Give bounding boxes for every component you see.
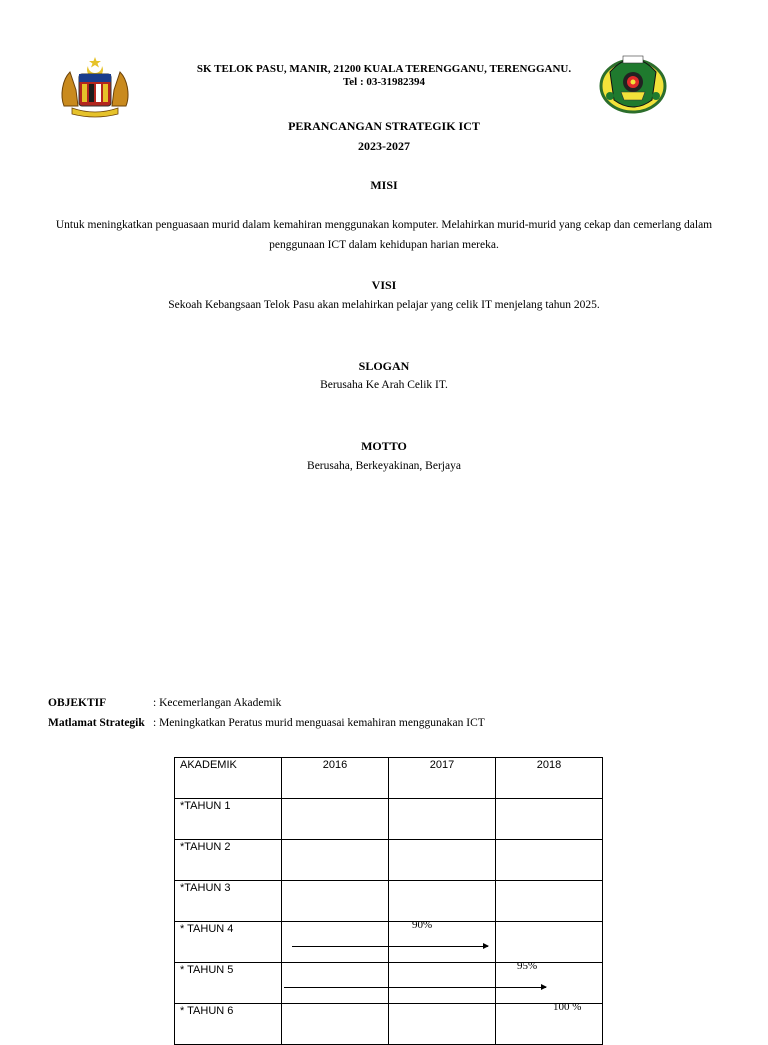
table-row (175, 799, 603, 840)
school-crest-logo (596, 50, 670, 120)
misi-text-line1: Untuk meningkatkan penguasaan murid dalam kemahiran menggunakan komputer. Melahirkan murid-murid yang cekap dan cemerlang dalam (55, 219, 713, 231)
misi-heading: MISI (370, 178, 398, 192)
objektif-label: OBJEKTIF (48, 697, 107, 709)
row-label-tahun2: *TAHUN 2 (180, 841, 231, 853)
table-row (175, 840, 603, 881)
document-title: PERANCANGAN STRATEGIK ICT (288, 119, 480, 133)
table-cell (389, 1004, 496, 1045)
target-table (174, 757, 603, 1045)
visi-heading: VISI (371, 278, 397, 292)
table-cell (389, 922, 496, 963)
table-cell (282, 881, 389, 922)
table-cell (282, 1004, 389, 1045)
row-label-tahun4: * TAHUN 4 (180, 923, 234, 935)
table-row (175, 963, 603, 1004)
table-row (175, 1004, 603, 1045)
table-header-cell (496, 758, 603, 799)
row-label-tahun5: * TAHUN 5 (180, 964, 234, 976)
row-label-tahun3: *TAHUN 3 (180, 882, 231, 894)
header-akademik: AKADEMIK (180, 759, 237, 771)
table-cell (389, 840, 496, 881)
document-years: 2023-2027 (358, 139, 410, 153)
row-label-tahun6: * TAHUN 6 (180, 1005, 234, 1017)
table-cell (282, 799, 389, 840)
table-header-cell (175, 758, 282, 799)
table-cell (496, 1004, 603, 1045)
slogan-heading: SLOGAN (358, 359, 410, 373)
target-tahun5: 95% (517, 960, 538, 972)
header-year-2016: 2016 (322, 759, 348, 771)
table-cell (496, 799, 603, 840)
table-header-cell (282, 758, 389, 799)
table-cell (496, 881, 603, 922)
table-cell (496, 840, 603, 881)
table-cell (175, 922, 282, 963)
table-row (175, 881, 603, 922)
motto-heading: MOTTO (361, 439, 407, 453)
school-telephone: Tel : 03-31982394 (342, 76, 426, 88)
motto-text: Berusaha, Berkeyakinan, Berjaya (307, 460, 461, 472)
table-cell (282, 840, 389, 881)
school-address: SK TELOK PASU, MANIR, 21200 KUALA TERENGGANU, TERENGGANU. (196, 63, 572, 75)
table-cell (175, 799, 282, 840)
matlamat-value: : Meningkatkan Peratus murid menguasai kemahiran menggunakan ICT (153, 717, 485, 729)
table-header-cell (389, 758, 496, 799)
misi-text-line2: penggunaan ICT dalam kehidupan harian mereka. (269, 239, 499, 251)
table-cell (389, 963, 496, 1004)
table-cell (282, 963, 389, 1004)
table-cell (389, 881, 496, 922)
header-year-2017: 2017 (429, 759, 455, 771)
table-cell (496, 922, 603, 963)
timeline-arrow-tahun5 (284, 987, 546, 988)
target-tahun6: 100 % (553, 1001, 582, 1013)
timeline-arrow-tahun4 (292, 946, 488, 947)
table-cell (282, 922, 389, 963)
table-cell (175, 840, 282, 881)
table-cell (175, 1004, 282, 1045)
table-row (175, 922, 603, 963)
visi-text: Sekoah Kebangsaan Telok Pasu akan melahirkan pelajar yang celik IT menjelang tahun 2025. (168, 299, 600, 311)
objektif-value: : Kecemerlangan Akademik (153, 697, 282, 709)
row-label-tahun1: *TAHUN 1 (180, 800, 231, 812)
table-cell (175, 881, 282, 922)
table-cell (175, 963, 282, 1004)
target-tahun4: 90% (412, 919, 433, 931)
slogan-text: Berusaha Ke Arah Celik IT. (320, 379, 448, 391)
table-cell (389, 799, 496, 840)
matlamat-label: Matlamat Strategik (48, 717, 145, 729)
table-cell (496, 963, 603, 1004)
header-year-2018: 2018 (536, 759, 562, 771)
table-header-row (175, 758, 603, 799)
